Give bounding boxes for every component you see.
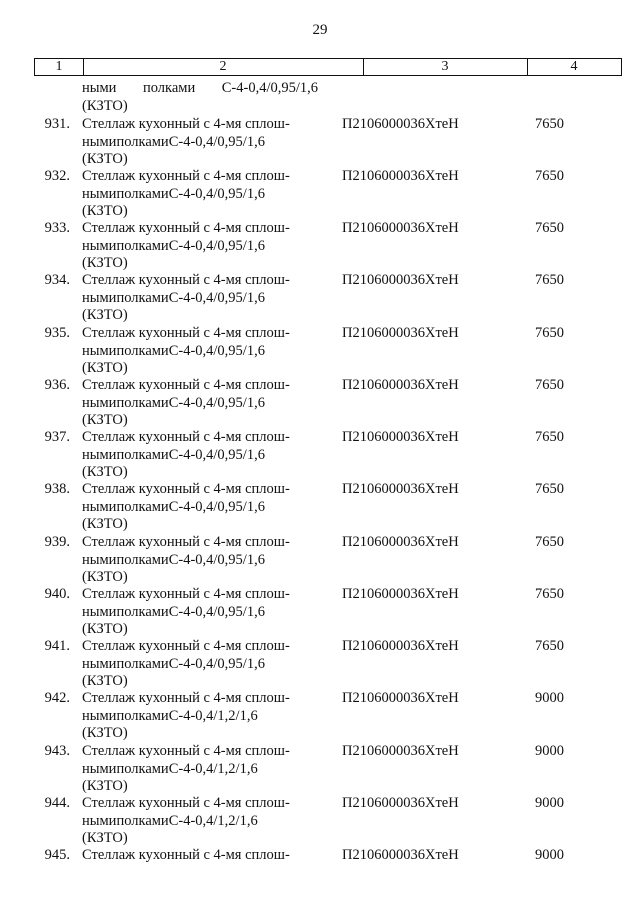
- row-description: [82, 795, 318, 848]
- word: полками: [116, 760, 169, 777]
- description-line: [82, 290, 318, 308]
- row-number: 935.: [44, 325, 70, 341]
- word: С-4-0,4/0,95/1,6: [221, 80, 318, 96]
- description-line: Стеллаж кухонный с 4-мя сплош-: [82, 638, 290, 654]
- description-line: Стеллаж кухонный с 4-мя сплош-: [82, 690, 290, 706]
- row-price: 7650: [535, 586, 564, 602]
- table-row: [0, 116, 640, 168]
- row-price: 7650: [535, 116, 564, 132]
- word: ными: [82, 133, 117, 150]
- row-code: П2106000036ХтеН: [342, 534, 459, 550]
- row-price: 7650: [535, 377, 564, 393]
- description-line: (КЗТО): [82, 673, 128, 689]
- row-number: 944.: [44, 795, 70, 811]
- word: полками: [116, 812, 169, 829]
- word: ными: [82, 498, 117, 515]
- description-line: [82, 343, 318, 361]
- word: С-4-0,4/0,95/1,6: [168, 603, 265, 620]
- row-code: П2106000036ХтеН: [342, 481, 459, 497]
- table-row: [0, 795, 640, 847]
- description-line: (КЗТО): [82, 255, 128, 271]
- word: полками: [116, 394, 169, 411]
- description-line: Стеллаж кухонный с 4-мя сплош-: [82, 429, 290, 445]
- word: С-4-0,4/0,95/1,6: [168, 551, 265, 568]
- row-description: [82, 847, 318, 865]
- column-header-1: 1: [55, 59, 63, 74]
- word: ными: [82, 446, 117, 463]
- description-line: (КЗТО): [82, 725, 128, 741]
- table-row: [0, 638, 640, 690]
- word: ными: [82, 707, 117, 724]
- description-line: Стеллаж кухонный с 4-мя сплош-: [82, 377, 290, 393]
- description-line: [82, 552, 318, 570]
- row-description: [82, 272, 318, 325]
- row-code: П2106000036ХтеН: [342, 795, 459, 811]
- row-number: 941.: [44, 638, 70, 654]
- table-row: [0, 690, 640, 742]
- description-line: Стеллаж кухонный с 4-мя сплош-: [82, 272, 290, 288]
- description-line: [82, 761, 318, 779]
- word: полками: [116, 498, 169, 515]
- row-code: П2106000036ХтеН: [342, 220, 459, 236]
- description-line: (КЗТО): [82, 621, 128, 637]
- word: С-4-0,4/0,95/1,6: [168, 289, 265, 306]
- word: ными: [82, 603, 117, 620]
- column-header-4: 4: [570, 59, 578, 74]
- description-line: (КЗТО): [82, 464, 128, 480]
- row-description: [82, 586, 318, 639]
- description-line: Стеллаж кухонный с 4-мя сплош-: [82, 168, 290, 184]
- word: С-4-0,4/0,95/1,6: [168, 394, 265, 411]
- row-description: [82, 220, 318, 273]
- row-number: 939.: [44, 534, 70, 550]
- row-code: П2106000036ХтеН: [342, 272, 459, 288]
- description-line: Стеллаж кухонный с 4-мя сплош-: [82, 534, 290, 550]
- row-price: 9000: [535, 795, 564, 811]
- row-number: 943.: [44, 743, 70, 759]
- row-description: [82, 690, 318, 743]
- description-line: Стеллаж кухонный с 4-мя сплош-: [82, 220, 290, 236]
- description-line: (КЗТО): [82, 307, 128, 323]
- word: полками: [116, 655, 169, 672]
- word: полками: [116, 133, 169, 150]
- description-line: Стеллаж кухонный с 4-мя сплош-: [82, 325, 290, 341]
- description-line: Стеллаж кухонный с 4-мя сплош-: [82, 743, 290, 759]
- description-line: [82, 186, 318, 204]
- table-row: [0, 272, 640, 324]
- row-code: П2106000036ХтеН: [342, 116, 459, 132]
- word: полками: [116, 342, 169, 359]
- description-line: Стеллаж кухонный с 4-мя сплош-: [82, 795, 290, 811]
- word: полками: [116, 603, 169, 620]
- table-row: [0, 847, 640, 899]
- description-line: Стеллаж кухонный с 4-мя сплош-: [82, 847, 290, 863]
- page-number: 29: [312, 22, 328, 38]
- word: С-4-0,4/1,2/1,6: [168, 760, 258, 777]
- row-price: 9000: [535, 847, 564, 863]
- row-code: П2106000036ХтеН: [342, 168, 459, 184]
- row-code: П2106000036ХтеН: [342, 638, 459, 654]
- row-code: П2106000036ХтеН: [342, 377, 459, 393]
- word: ными: [82, 760, 117, 777]
- description-line: (КЗТО): [82, 151, 128, 167]
- table-row: [0, 377, 640, 429]
- row-number: 937.: [44, 429, 70, 445]
- word: ными: [82, 394, 117, 411]
- table-row: [0, 743, 640, 795]
- table-row: [0, 481, 640, 533]
- description-line: [82, 604, 318, 622]
- row-price: 7650: [535, 638, 564, 654]
- word: полками: [116, 446, 169, 463]
- word: С-4-0,4/0,95/1,6: [168, 655, 265, 672]
- continued-tail: (КЗТО): [82, 97, 128, 114]
- description-line: (КЗТО): [82, 778, 128, 794]
- row-description: [82, 116, 318, 169]
- description-line: (КЗТО): [82, 360, 128, 376]
- table-row: [0, 325, 640, 377]
- word: полками: [116, 551, 169, 568]
- word: ными: [82, 655, 117, 672]
- description-line: (КЗТО): [82, 412, 128, 428]
- row-price: 7650: [535, 325, 564, 341]
- row-code: П2106000036ХтеН: [342, 690, 459, 706]
- table-row: [0, 534, 640, 586]
- row-code: П2106000036ХтеН: [342, 429, 459, 445]
- description-line: [82, 238, 318, 256]
- row-code: П2106000036ХтеН: [342, 847, 459, 863]
- word: ными: [82, 551, 117, 568]
- word: полками: [116, 289, 169, 306]
- word: полками: [142, 80, 196, 96]
- row-number: 945.: [44, 847, 70, 863]
- word: полками: [116, 237, 169, 254]
- word: ными: [82, 185, 117, 202]
- word: С-4-0,4/1,2/1,6: [168, 812, 258, 829]
- row-price: 9000: [535, 690, 564, 706]
- continued-line: [82, 80, 318, 98]
- description-line: [82, 499, 318, 517]
- row-description: [82, 638, 318, 691]
- row-code: П2106000036ХтеН: [342, 743, 459, 759]
- word: полками: [116, 707, 169, 724]
- description-line: [82, 395, 318, 413]
- description-line: (КЗТО): [82, 830, 128, 846]
- description-line: (КЗТО): [82, 569, 128, 585]
- row-price: 9000: [535, 743, 564, 759]
- row-code: П2106000036ХтеН: [342, 586, 459, 602]
- table-row: [0, 586, 640, 638]
- row-description: [82, 534, 318, 587]
- table-header: [34, 58, 622, 76]
- description-line: [82, 708, 318, 726]
- description-line: Стеллаж кухонный с 4-мя сплош-: [82, 586, 290, 602]
- row-number: 938.: [44, 481, 70, 497]
- word: С-4-0,4/0,95/1,6: [168, 446, 265, 463]
- row-number: 931.: [44, 116, 70, 132]
- word: С-4-0,4/0,95/1,6: [168, 133, 265, 150]
- table-row: [0, 429, 640, 481]
- row-price: 7650: [535, 168, 564, 184]
- row-price: 7650: [535, 272, 564, 288]
- row-code: П2106000036ХтеН: [342, 325, 459, 341]
- description-line: Стеллаж кухонный с 4-мя сплош-: [82, 481, 290, 497]
- row-description: [82, 377, 318, 430]
- row-number: 933.: [44, 220, 70, 236]
- row-number: 940.: [44, 586, 70, 602]
- row-description: [82, 481, 318, 534]
- row-number: 932.: [44, 168, 70, 184]
- description-line: [82, 813, 318, 831]
- row-description: [82, 429, 318, 482]
- description-line: (КЗТО): [82, 516, 128, 532]
- word: ными: [82, 237, 117, 254]
- word: С-4-0,4/1,2/1,6: [168, 707, 258, 724]
- continued-description: [82, 80, 318, 115]
- word: С-4-0,4/0,95/1,6: [168, 342, 265, 359]
- row-description: [82, 743, 318, 796]
- description-line: [82, 134, 318, 152]
- word: ными: [82, 80, 117, 96]
- description-line: (КЗТО): [82, 203, 128, 219]
- word: полками: [116, 185, 169, 202]
- word: С-4-0,4/0,95/1,6: [168, 498, 265, 515]
- description-line: [82, 656, 318, 674]
- word: С-4-0,4/0,95/1,6: [168, 185, 265, 202]
- row-price: 7650: [535, 220, 564, 236]
- description-line: [82, 447, 318, 465]
- row-number: 942.: [44, 690, 70, 706]
- table-row: [0, 220, 640, 272]
- row-price: 7650: [535, 429, 564, 445]
- word: ными: [82, 812, 117, 829]
- row-price: 7650: [535, 534, 564, 550]
- description-line: Стеллаж кухонный с 4-мя сплош-: [82, 116, 290, 132]
- word: ными: [82, 342, 117, 359]
- row-price: 7650: [535, 481, 564, 497]
- column-header-3: 3: [441, 59, 449, 74]
- table-row: [0, 168, 640, 220]
- column-header-2: 2: [219, 59, 227, 74]
- row-description: [82, 325, 318, 378]
- word: С-4-0,4/0,95/1,6: [168, 237, 265, 254]
- row-number: 934.: [44, 272, 70, 288]
- row-description: [82, 168, 318, 221]
- row-number: 936.: [44, 377, 70, 393]
- word: ными: [82, 289, 117, 306]
